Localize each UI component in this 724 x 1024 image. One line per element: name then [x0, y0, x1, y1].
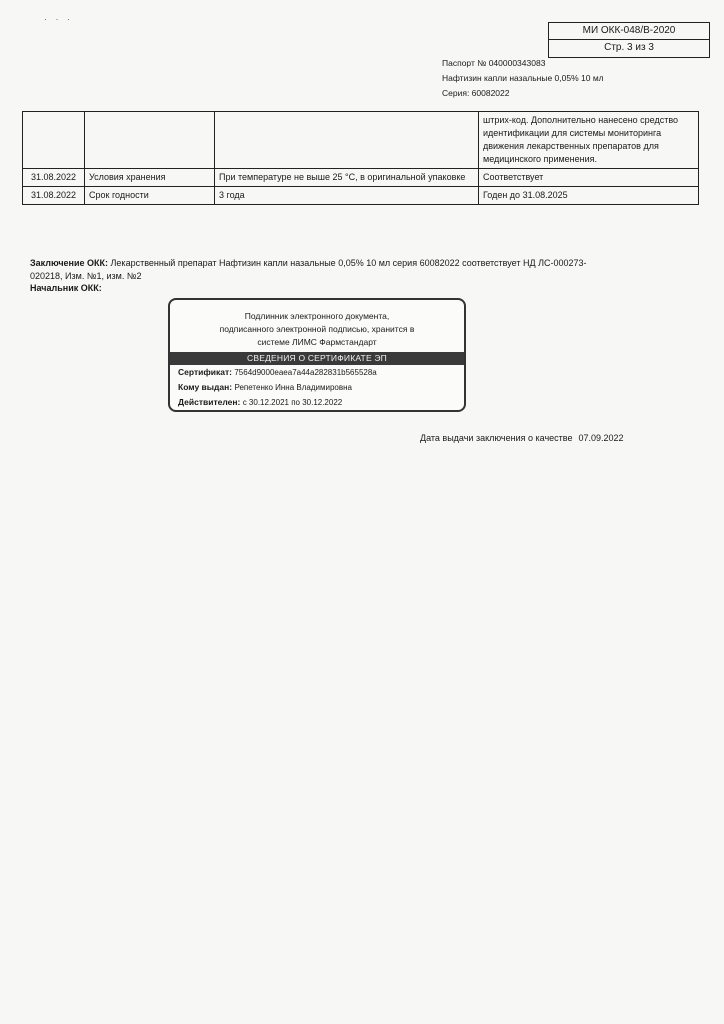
issue-date: [420, 433, 624, 443]
results-table: [22, 111, 699, 205]
electronic-signature-stamp: [168, 298, 466, 412]
conclusion-text: [30, 257, 590, 283]
issued-to-row: [170, 380, 464, 395]
issue-date-label: Дата выдачи заключения о качестве: [420, 433, 573, 443]
valid-value: с 30.12.2021 по 30.12.2022: [242, 398, 343, 407]
row-result: штрих-код. Дополнительно нанесено средство идентификации для системы мониторинга движения лекарственных препаратов для медицинского применения.: [479, 112, 699, 169]
certificate-label: Сертификат:: [178, 367, 232, 377]
issued-to-value: Репетенко Инна Владимировна: [234, 383, 352, 392]
document-code-box: [548, 22, 710, 58]
document-code: МИ ОКК-048/В-2020: [582, 25, 676, 36]
page-number: Стр. 3 из 3: [549, 39, 709, 56]
product-name: Нафтизин капли назальные 0,05% 10 мл: [442, 73, 604, 83]
table-row: [23, 112, 699, 169]
signature-line-1: Подлинник электронного документа,: [244, 311, 390, 321]
table-row: [23, 187, 699, 205]
row-date: 31.08.2022: [23, 187, 85, 205]
row-parameter: [85, 112, 215, 169]
certificate-value: 7564d9000eaea7a44a282831b565528a: [234, 368, 377, 377]
chief-label: Начальник ОКК:: [30, 283, 102, 293]
issued-to-label: Кому выдан:: [178, 382, 233, 392]
table-row: [23, 169, 699, 187]
row-requirement: При температуре не выше 25 °С, в оригинальной упаковке: [215, 169, 479, 187]
row-result: Соответствует: [479, 169, 699, 187]
series-number: Серия: 60082022: [442, 88, 510, 98]
scan-specks: · · ·: [44, 14, 73, 24]
passport-info: [442, 56, 604, 101]
certificate-row: [170, 365, 464, 380]
issue-date-value: 07.09.2022: [578, 433, 624, 443]
row-requirement: [215, 112, 479, 169]
valid-label: Действителен:: [178, 397, 241, 407]
certificate-header: СВЕДЕНИЯ О СЕРТИФИКАТЕ ЭП: [170, 352, 464, 365]
conclusion-label: Заключение ОКК:: [30, 258, 109, 268]
row-result: Годен до 31.08.2025: [479, 187, 699, 205]
conclusion-body: Лекарственный препарат Нафтизин капли назальные 0,05% 10 мл серия 60082022 соответствует НД ЛС-000273-020218, Изм. №1, изм. №2: [30, 258, 587, 281]
valid-row: [170, 395, 464, 410]
row-date: 31.08.2022: [23, 169, 85, 187]
row-parameter: Срок годности: [85, 187, 215, 205]
row-parameter: Условия хранения: [85, 169, 215, 187]
signature-line-3: системе ЛИМС Фармстандарт: [257, 337, 377, 347]
signature-line-2: подписанного электронной подписью, хранится в: [219, 324, 415, 334]
passport-number: Паспорт № 040000343083: [442, 58, 546, 68]
row-date: [23, 112, 85, 169]
row-requirement: 3 года: [215, 187, 479, 205]
